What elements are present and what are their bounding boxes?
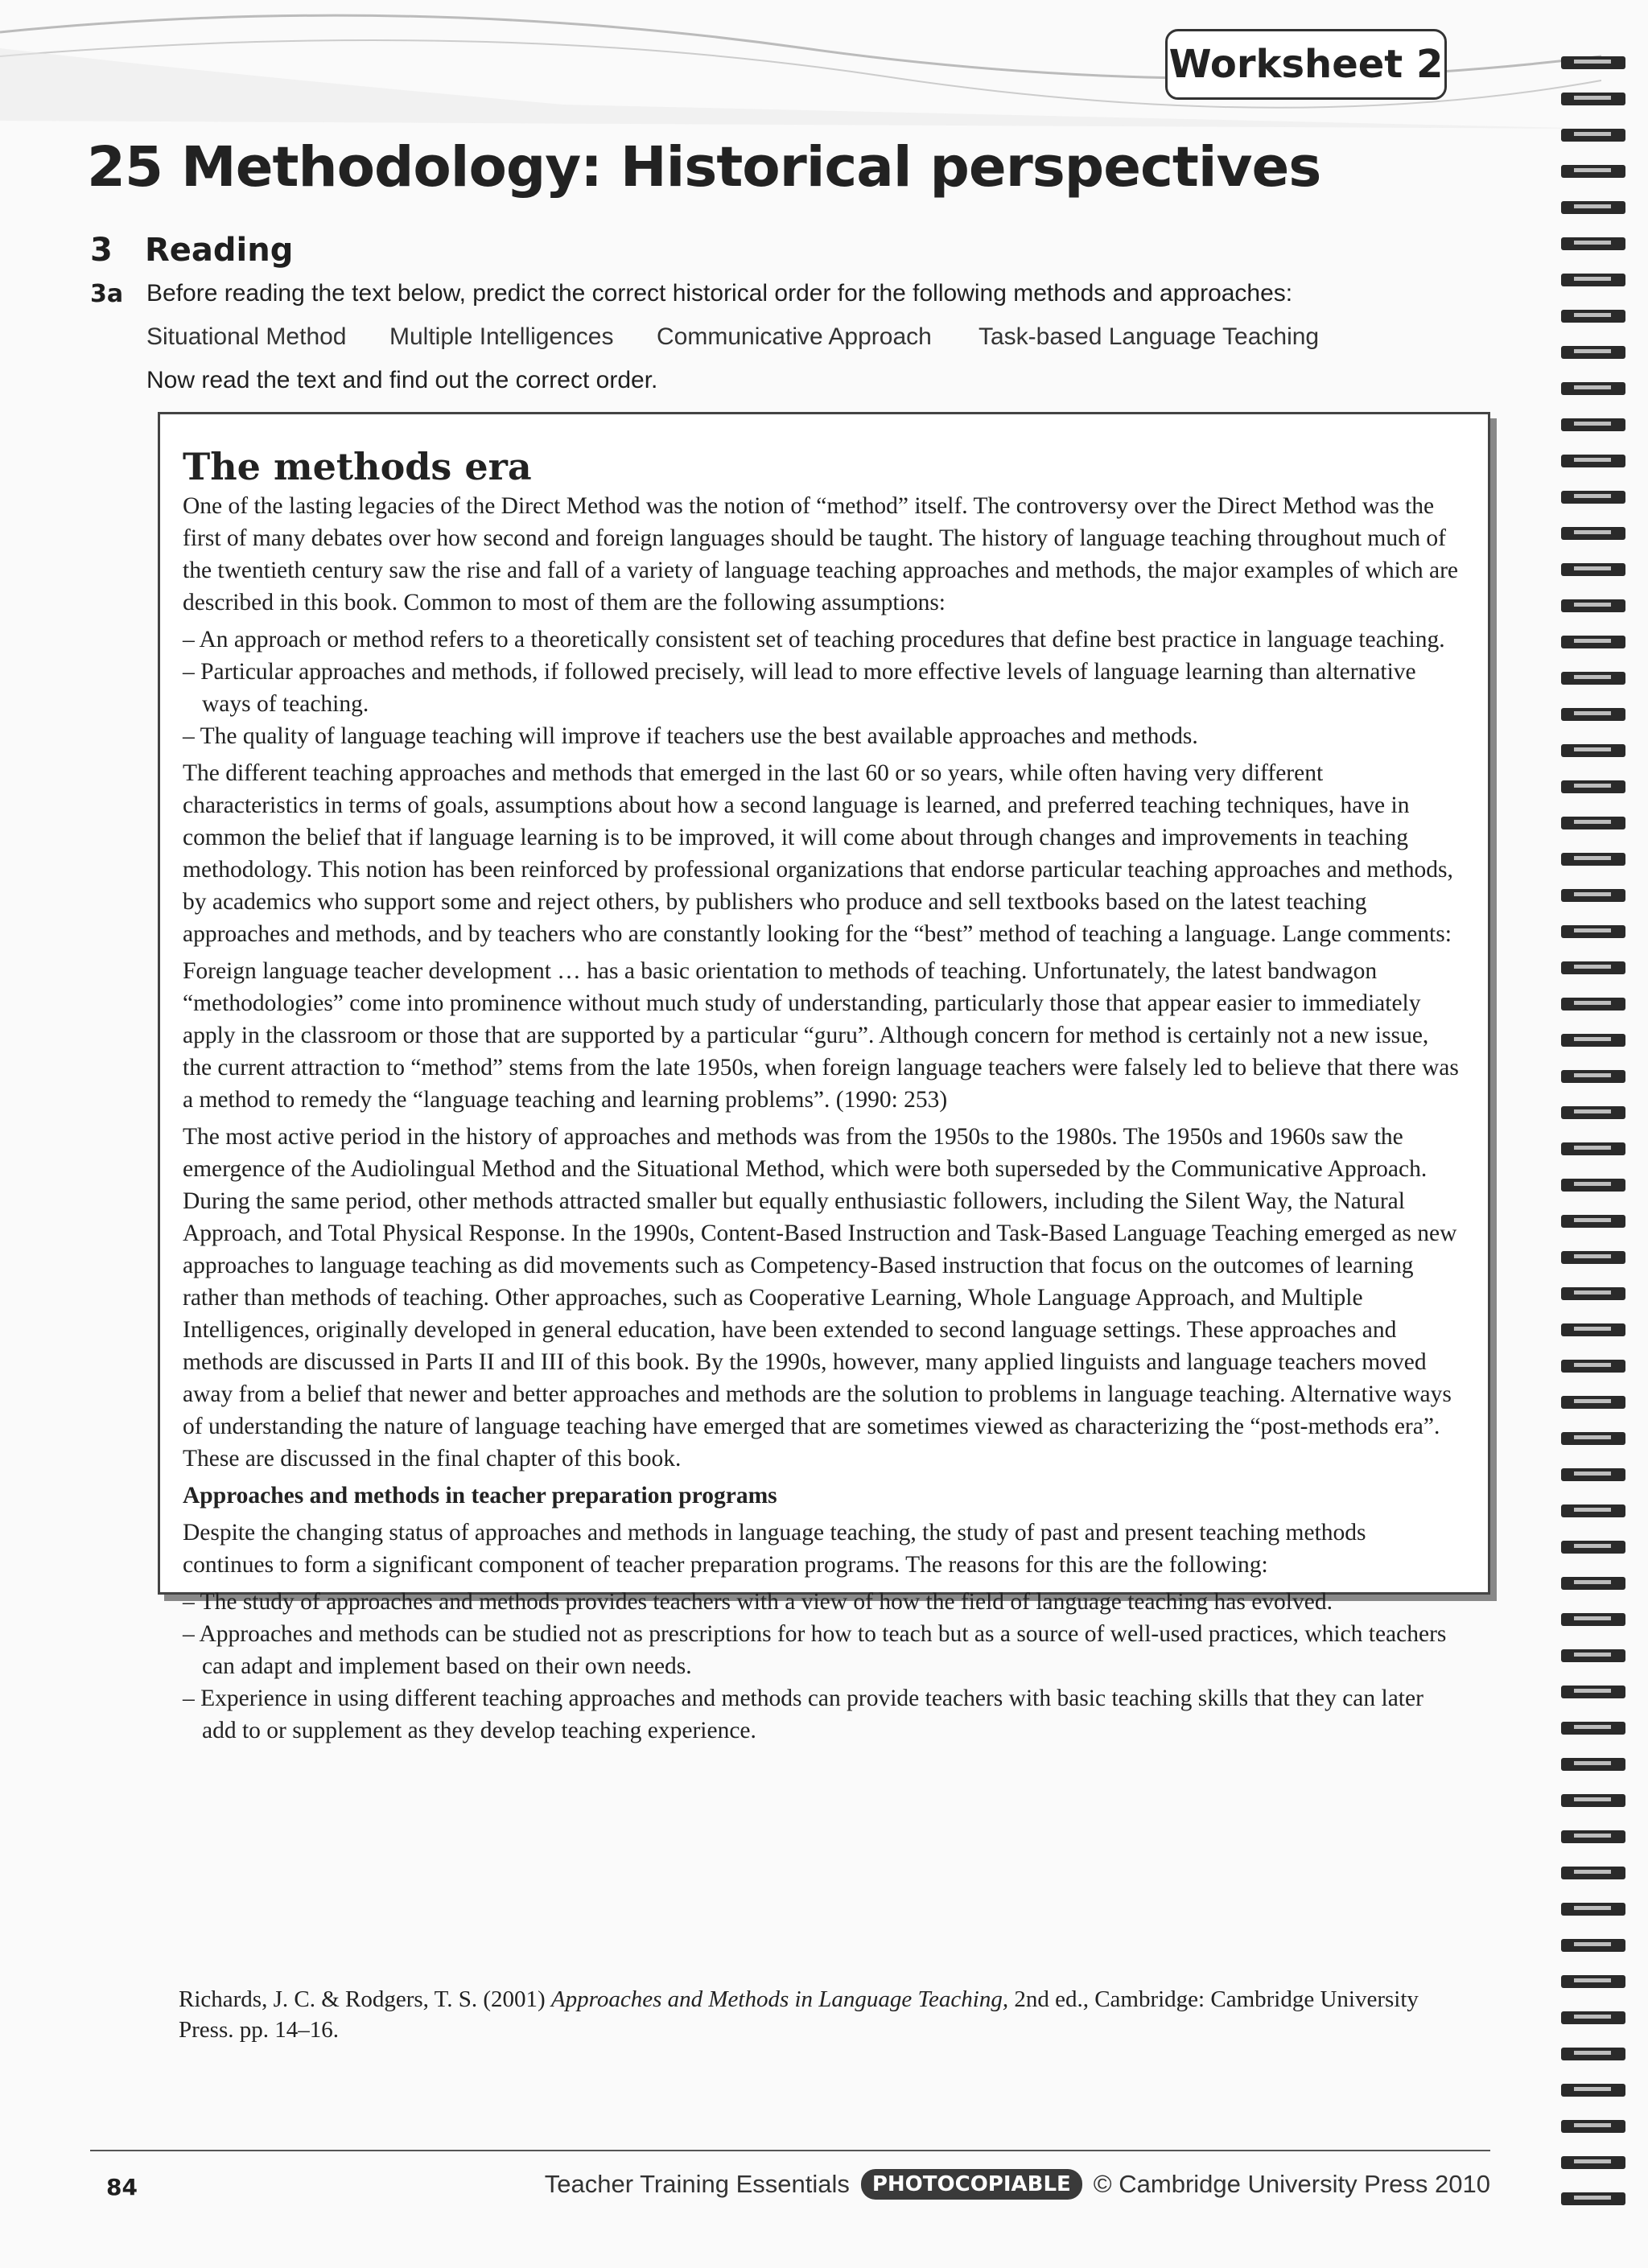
task-number: 3a [90, 280, 124, 308]
reading-intro: One of the lasting legacies of the Direct Method was the notion of “method” itself. The controversy over the Direct Method was the first of many debates over how second and foreign languages should be taught. The history of language teaching throughout much of the twentieth century saw the rise and fall of a variety of language teaching approaches and methods, the major examples of which are described in this book. Common to most of them are the following assumptions: [183, 493, 1459, 615]
reading-text-box [158, 412, 1490, 1743]
reading-title: The methods era [183, 445, 532, 488]
spiral-binding [1555, 48, 1635, 2221]
footer-divider [90, 2150, 1490, 2151]
reading-subheading: Approaches and methods in teacher preparation programs [183, 1483, 777, 1509]
list-item: – An approach or method refers to a theoretically consistent set of teaching procedures that define best practice in language teaching. [183, 627, 1445, 652]
section-number: 3 [90, 232, 113, 269]
reading-paragraph: Despite the changing status of approaches and methods in language teaching, the study of past and present teaching methods continues to form a significant component of teacher preparation programs. The reasons for this are the following: [183, 1520, 1366, 1578]
page-title: 25 Methodology: Historical perspectives [87, 135, 1321, 200]
block-quote: Foreign language teacher development … has a basic orientation to methods of teaching. Unfortunately, the latest bandwagon “methodologies” come into prominence without much study of understanding, particularly those that appear easier to immediately apply in the classroom or those that are supported by a particular “guru”. Although concern for method is certainly not a new issue, the current attraction to “method” stems from the late 1950s, when foreign language teachers were falsely led to believe that there was a method to remedy the “language teaching and learning problems”. (1990: 253) [183, 958, 1459, 1113]
option-item: Multiple Intelligences [389, 323, 614, 350]
list-item: – Approaches and methods can be studied not as prescriptions for how to teach but as a source of well-used practices, which teachers can adapt and implement based on their own needs. [183, 1621, 1447, 1679]
worksheet-label: Worksheet 2 [1165, 29, 1447, 100]
reading-paragraph: The different teaching approaches and methods that emerged in the last 60 or so years, while often having very different characteristics in terms of goals, assumptions about how a second language is learned, and preferred teaching techniques, have in common the belief that if language learning is to be improved, it will come about through changes and improvements in teaching methodology. This notion has been reinforced by professional organizations that endorse particular teaching approaches and methods, by academics who support some and reject others, by publishers who produce and sell textbooks based on the latest teaching approaches and methods, and by teachers who are constantly looking for the “best” method of teaching a language. Lange comments: [183, 760, 1453, 947]
reading-paragraph: The most active period in the history of approaches and methods was from the 1950s to the 1980s. The 1950s and 1960s saw the emergence of the Audiolingual Method and the Situational Method, which were both superseded by the Communicative Approach. During the same period, other methods attracted smaller but equally enthusiastic followers, including the Silent Way, the Natural Approach, and Total Physical Response. In the 1990s, Content-Based Instruction and Task-Based Language Teaching emerged as new approaches to language teaching as did movements such as Competency-Based instruction that focus on the outcomes of learning rather than methods of teaching. Other approaches, such as Cooperative Learning, Whole Language Approach, and Multiple Intelligences, originally developed in general education, have been extended to second language settings. These approaches and methods are discussed in Parts II and III of this book. By the 1990s, however, many applied linguists and language teachers moved away from a belief that newer and better approaches and methods are the solution to problems in language teaching. Alternative ways of understanding the nature of language teaching have emerged that are sometimes viewed as characterizing the “post-methods era”. These are discussed in the final chapter of this book. [183, 1124, 1457, 1472]
copyright: © Cambridge University Press 2010 [1093, 2170, 1490, 2198]
list-item: – The study of approaches and methods provides teachers with a view of how the field of language teaching has evolved. [183, 1589, 1333, 1615]
reasons-list [183, 1586, 1459, 1747]
photocopiable-badge: PHOTOCOPIABLE [861, 2169, 1082, 2200]
section-title: Reading [145, 232, 294, 269]
section-heading [90, 232, 293, 269]
assumptions-list [183, 624, 1459, 752]
source-reference [179, 1984, 1466, 2045]
reference-details: 2nd ed., Cambridge: Cambridge University Press. pp. 14–16. [179, 1986, 1419, 2043]
task-instruction: Before reading the text below, predict the correct historical order for the following methods and approaches: [146, 280, 1293, 307]
footer [545, 2169, 1490, 2200]
option-item: Situational Method [146, 323, 347, 350]
option-item: Task-based Language Teaching [978, 323, 1320, 350]
list-item: – Particular approaches and methods, if followed precisely, will lead to more effective levels of language learning than alternative ways of teaching. [183, 659, 1416, 717]
task-follow-up: Now read the text and find out the correct order. [146, 367, 658, 393]
series-name: Teacher Training Essentials [544, 2170, 850, 2198]
option-item: Communicative Approach [657, 323, 932, 350]
list-item: – Experience in using different teaching approaches and methods can provide teachers with basic teaching skills that they can later add to or supplement as they develop teaching experience. [183, 1686, 1423, 1743]
list-item: – The quality of language teaching will improve if teachers use the best available approaches and methods. [183, 723, 1198, 749]
reference-book-title: Approaches and Methods in Language Teaching, [550, 1986, 1009, 2012]
page-number: 84 [106, 2174, 138, 2200]
reference-authors: Richards, J. C. & Rodgers, T. S. (2001) [179, 1986, 551, 2012]
